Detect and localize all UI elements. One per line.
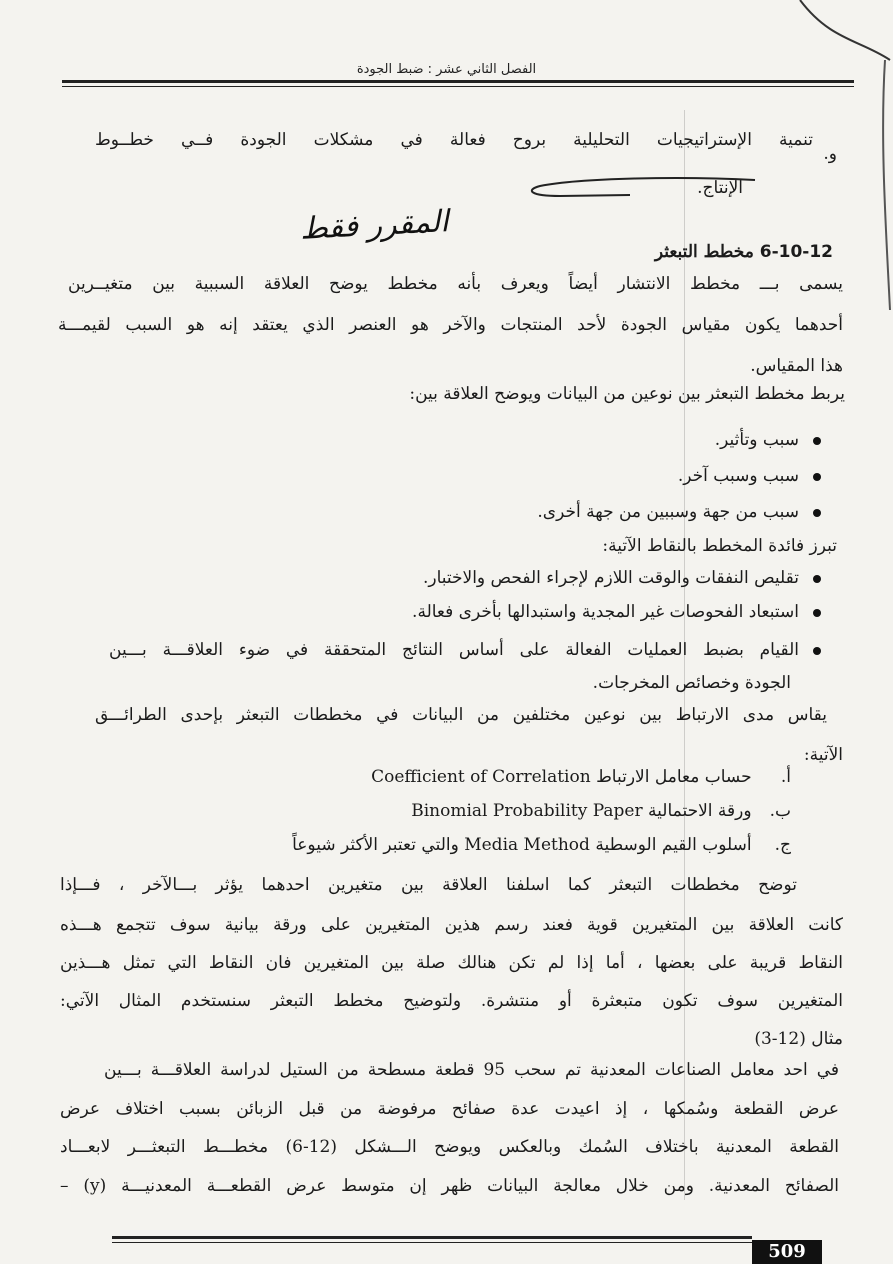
page-number: 509 — [752, 1240, 822, 1264]
method-item — [411, 799, 791, 823]
relation-item — [678, 464, 821, 488]
bullet-icon — [813, 473, 821, 481]
relation-text: سبب من جهة وسببين من جهة أخرى. — [537, 502, 799, 522]
handwritten-note: المقرر فقط — [299, 204, 450, 247]
benefits-intro: تبرز فائدة المخطط بالنقاط الآتية: — [602, 536, 837, 556]
para4-line-2: عرض القطعة وسُمكها ، إذ اعيدت عدة صفائح مرفوضة من قبل الزبائن بسبب اختلاف عرض — [60, 1099, 839, 1119]
section-heading — [95, 240, 833, 264]
method-arabic: حساب معامل الارتباط — [596, 767, 752, 787]
benefit-item — [423, 566, 821, 590]
para3-line-4: المتغيرين سوف تكون متبعثرة أو منتشرة. ولتوضيح مخطط التبعثر سنستخدم المثال الآتي: — [60, 991, 843, 1011]
chapter-header: الفصل الثاني عشر : ضبط الجودة — [356, 62, 537, 77]
section-title: مخطط التبعثر — [654, 242, 754, 262]
method-suffix: والتي تعتبر الأكثر شيوعاً — [292, 835, 459, 855]
method-marker: ب. — [769, 801, 791, 821]
pen-stroke-mark — [520, 172, 760, 202]
para3-line-2: كانت العلاقة بين المتغيرين قوية فعند رسم هذين المتغيرين على ورقة بيانية سوف تتجمع هـــذه — [60, 915, 843, 935]
intro-text-1: تنمية الإستراتيجيات التحليلية بروح فعالة في مشكلات الجودة فــي خطــوط — [95, 130, 813, 150]
header-rule-thin — [62, 86, 854, 87]
para1-line-3: هذا المقياس. — [750, 356, 843, 376]
benefit-item — [412, 600, 821, 624]
intro-line-1 — [95, 128, 837, 164]
relation-item — [537, 500, 821, 524]
benefit-text: القيام بضبط العمليات الفعالة على أساس النتائج المتحققة في ضوء العلاقـــة بـــين — [109, 640, 799, 660]
relation-item — [715, 428, 821, 452]
method-arabic: أسلوب القيم الوسطية — [595, 835, 752, 855]
para3-line-3: النقاط قريبة على بعضها ، أما إذا لم تكن هنالك صلة بين المتغيرين فان النقاط التي تمثل هـــذين — [60, 953, 843, 973]
para4-line-1: في احد معامل الصناعات المعدنية تم سحب 95 قطعة مسطحة من الستيل لدراسة العلاقـــة بـــين — [104, 1060, 839, 1080]
method-english: Binomial Probability Paper — [411, 801, 643, 821]
header-rule-thick — [62, 80, 854, 83]
intro-item-letter: و. — [823, 144, 837, 164]
para1-line-1: يسمى بـــ مخطط الانتشار أيضاً ويعرف بأنه مخطط يوضح العلاقة السببية بين متغيــرين — [68, 274, 843, 294]
benefit-item — [109, 638, 821, 662]
example-label: مثال (12-3) — [754, 1029, 843, 1049]
method-marker: ج. — [774, 835, 791, 855]
benefit-text: تقليص النفقات والوقت اللازم لإجراء الفحص والاختبار. — [422, 568, 799, 588]
page-curl-edge — [790, 0, 893, 320]
section-number: 6-10-12 — [759, 242, 833, 262]
method-item — [292, 833, 791, 857]
bullet-icon — [813, 575, 821, 583]
intro-text-2: الإنتاج. — [697, 178, 743, 198]
measure-intro-line-2: الآتية: — [803, 745, 843, 765]
benefit-continuation: الجودة وخصائص المخرجات. — [592, 673, 791, 693]
method-arabic: ورقة الاحتمالية — [648, 801, 752, 821]
method-english: Coefficient of Correlation — [371, 767, 591, 787]
method-english: Media Method — [464, 835, 590, 855]
bullet-icon — [813, 509, 821, 517]
footer-rule-thick — [112, 1236, 752, 1239]
bullet-icon — [813, 647, 821, 655]
relation-text: سبب وسبب آخر. — [677, 466, 799, 486]
relation-text: سبب وتأثير. — [714, 430, 799, 450]
benefit-text: استبعاد الفحوصات غير المجدية واستبدالها بأخرى فعالة. — [412, 602, 799, 622]
para4-line-3: القطعة المعدنية باختلاف السُمك وبالعكس ويوضح الـــشكل (12-6) مخطـــط التبعثـــر لابعـــاد — [60, 1137, 839, 1157]
bullet-icon — [813, 609, 821, 617]
method-marker: أ. — [780, 767, 791, 787]
para1-line-2: أحدهما يكون مقياس الجودة لأحد المنتجات والآخر هو العنصر الذي يعتقد إنه هو السبب لقيمـــة — [58, 315, 843, 335]
relations-intro: يربط مخطط التبعثر بين نوعين من البيانات ويوضح العلاقة بين: — [409, 384, 845, 404]
para4-line-4: الصفائح المعدنية. ومن خلال معالجة البيانات ظهر إن متوسط عرض القطعـــة المعدنيـــة (y) – — [60, 1176, 839, 1196]
bullet-icon — [813, 437, 821, 445]
method-item — [371, 765, 791, 789]
para3-line-1: توضح مخططات التبعثر كما اسلفنا العلاقة بين متغيرين احدهما يؤثر بـــالآخر ، فـــإذا — [60, 875, 797, 895]
measure-intro-line-1: يقاس مدى الارتباط بين نوعين مختلفين من البيانات في مخططات التبعثر بإحدى الطرائـــق — [95, 705, 827, 725]
footer-rule-thin — [112, 1242, 752, 1243]
